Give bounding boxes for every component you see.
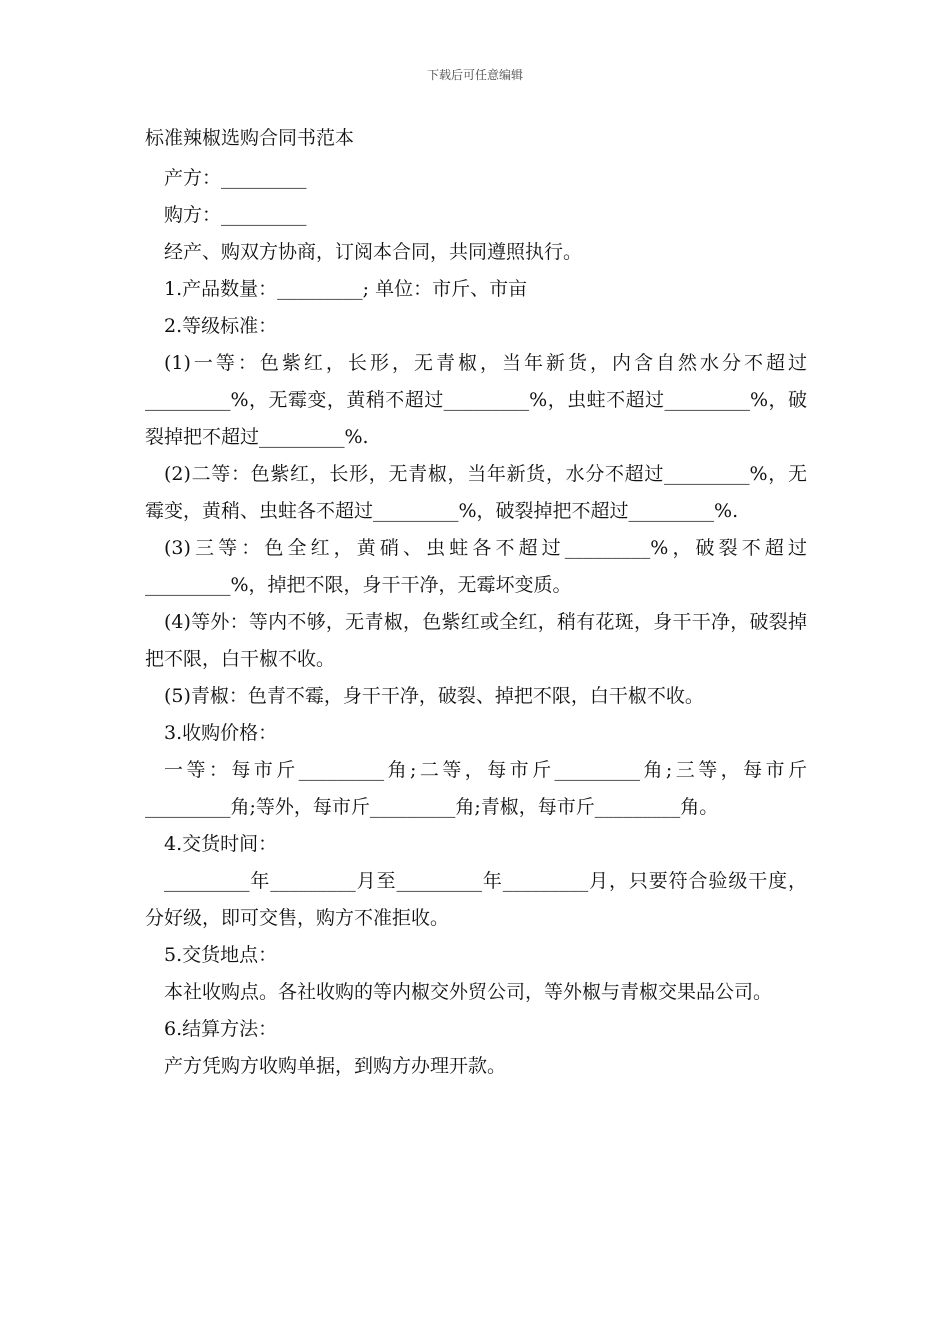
clause-green-pepper: (5)青椒：色青不霉，身干干净，破裂、掉把不限，白干椒不收。 xyxy=(164,685,704,707)
clause-price: 一等：每市斤_________角;二等，每市斤_________角;三等，每市斤_________角;等外，每市斤_________角;青椒，每市斤_________角。 xyxy=(145,759,807,818)
clause-settlement: 产方凭购方收购单据，到购方办理开款。 xyxy=(164,1055,507,1077)
clause-price-heading: 3.收购价格： xyxy=(164,722,278,744)
clause-delivery-time-heading: 4.交货时间： xyxy=(164,833,278,855)
clause-grade-2: (2)二等：色紫红，长形，无青椒，当年新货，水分不超过_________%，无霉变，黄稍、虫蛀各不超过_________%，破裂掉把不超过_________%. xyxy=(145,463,807,522)
clause-grade-3: (3)三等：色全红，黄硝、虫蛀各不超过_________%，破裂不超过_________%，掉把不限，身干干净，无霉坏变质。 xyxy=(145,537,807,596)
clause-delivery-time: _________年_________月至_________年_________月，只要符合验级干度，分好级，即可交售，购方不准拒收。 xyxy=(145,870,807,929)
clause-grade-outside: (4)等外：等内不够，无青椒，色紫红或全红，稍有花斑，身干干净，破裂掉把不限，白干椒不收。 xyxy=(145,611,807,670)
clause-delivery-place-heading: 5.交货地点： xyxy=(164,944,278,966)
clause-settlement-heading: 6.结算方法： xyxy=(164,1018,278,1040)
clause-grade-heading: 2.等级标准： xyxy=(164,315,278,337)
clause-delivery-place: 本社收购点。各社收购的等内椒交外贸公司，等外椒与青椒交果品公司。 xyxy=(164,981,773,1003)
clause-quantity: 1.产品数量：_________; 单位：市斤、市亩 xyxy=(164,278,528,300)
document-title: 标准辣椒选购合同书范本 xyxy=(145,127,355,149)
clause-buyer: 购方：_________ xyxy=(164,204,307,226)
clause-intro: 经产、购双方协商，订阅本合同，共同遵照执行。 xyxy=(164,241,583,263)
page-header: 下载后可任意编辑 xyxy=(426,68,523,82)
clause-grade-1: (1)一等：色紫红，长形，无青椒，当年新货，内含自然水分不超过_________%，无霉变，黄稍不超过_________%，虫蛀不超过_________%，破裂掉把不超过_________%. xyxy=(145,352,807,448)
clause-seller: 产方：_________ xyxy=(164,167,307,189)
document-body xyxy=(145,124,807,1085)
